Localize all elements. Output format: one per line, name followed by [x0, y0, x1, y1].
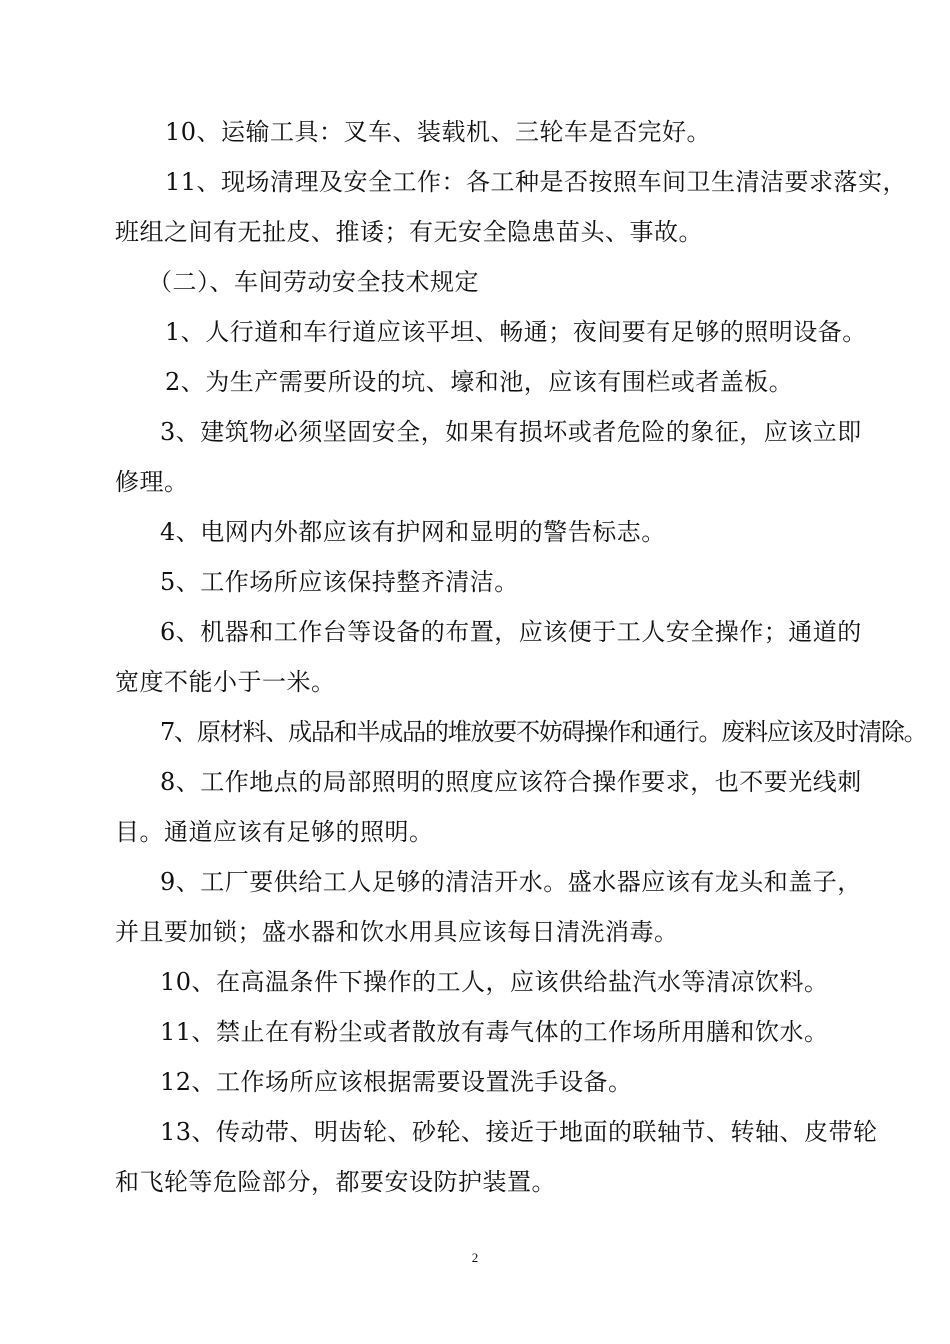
paragraph-line: 9、工厂要供给工人足够的清洁开水。盛水器应该有龙头和盖子，: [160, 868, 862, 896]
paragraph-line: 12、工作场所应该根据需要设置洗手设备。: [160, 1068, 633, 1096]
paragraph-line: 1、人行道和车行道应该平坦、畅通；夜间要有足够的照明设备。: [165, 318, 867, 346]
paragraph-line: 修理。: [115, 468, 189, 496]
paragraph-line: 宽度不能小于一米。: [115, 668, 336, 696]
page-number: 2: [471, 1250, 479, 1265]
paragraph-line: 2、为生产需要所设的坑、壕和池，应该有围栏或者盖板。: [165, 368, 794, 396]
section-heading: （二）、车间劳动安全技术规定: [148, 268, 479, 296]
paragraph-line: 和飞轮等危险部分，都要安设防护装置。: [115, 1168, 556, 1196]
paragraph-line: 11、禁止在有粉尘或者散放有毒气体的工作场所用膳和饮水。: [160, 1018, 829, 1046]
paragraph-line: 班组之间有无扯皮、推诿；有无安全隐患苗头、事故。: [115, 218, 703, 246]
paragraph-line: 10、运输工具：叉车、装载机、三轮车是否完好。: [165, 118, 712, 146]
paragraph-line: 目。通道应该有足够的照明。: [115, 818, 434, 846]
paragraph-line: 并且要加锁；盛水器和饮水用具应该每日清洗消毒。: [115, 918, 679, 946]
paragraph-line: 5、工作场所应该保持整齐清洁。: [160, 568, 519, 596]
paragraph-line: 7、原材料、成品和半成品的堆放要不妨碍操作和通行。废料应该及时清除。: [160, 718, 927, 746]
paragraph-line: 3、建筑物必须坚固安全，如果有损坏或者危险的象征，应该立即: [160, 418, 862, 446]
paragraph-line: 6、机器和工作台等设备的布置，应该便于工人安全操作；通道的: [160, 618, 862, 646]
paragraph-line: 10、在高温条件下操作的工人，应该供给盐汽水等清凉饮料。: [160, 968, 829, 996]
paragraph-line: 4、电网内外都应该有护网和显明的警告标志。: [160, 518, 666, 546]
paragraph-line: 11、现场清理及安全工作：各工种是否按照车间卫生清洁要求落实，: [165, 168, 908, 196]
paragraph-line: 13、传动带、明齿轮、砂轮、接近于地面的联轴节、转轴、皮带轮: [160, 1118, 878, 1146]
paragraph-line: 8、工作地点的局部照明的照度应该符合操作要求，也不要光线刺: [160, 768, 862, 796]
